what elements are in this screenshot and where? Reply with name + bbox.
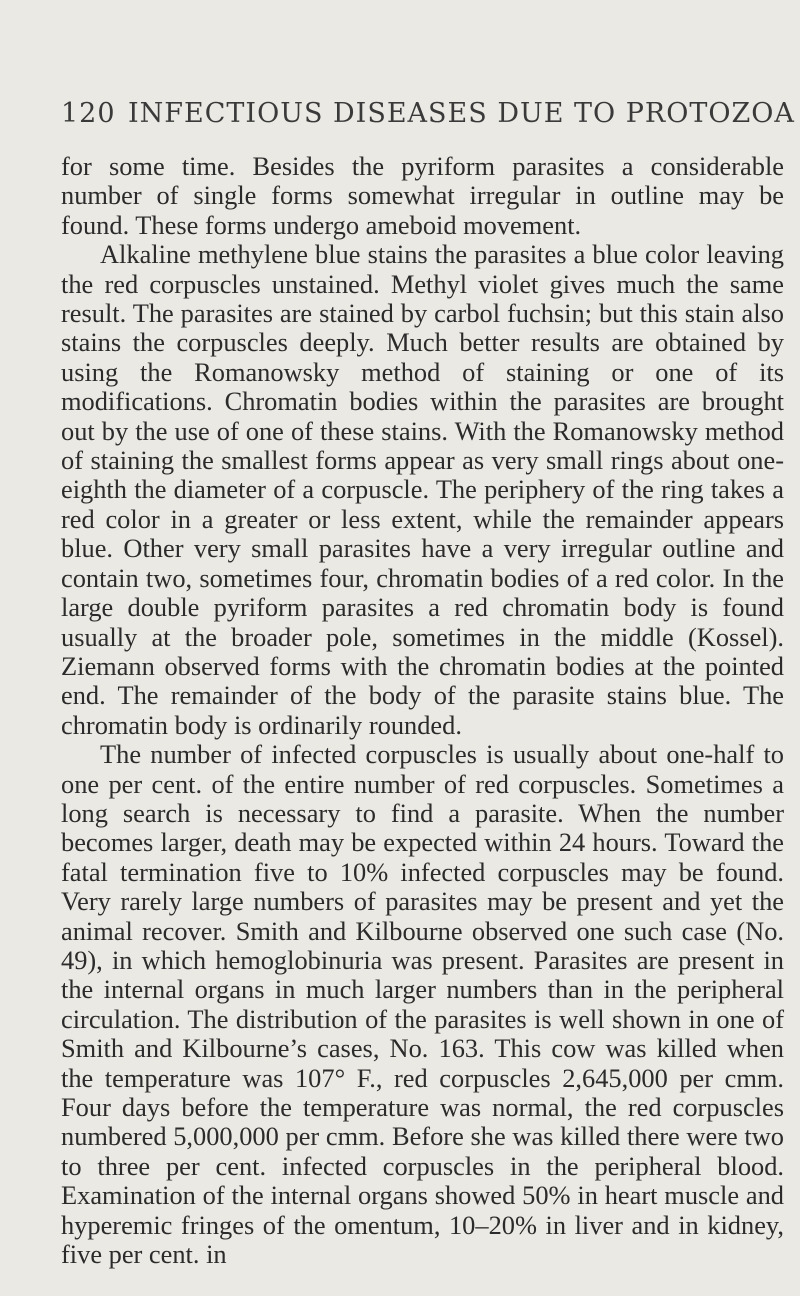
book-page bbox=[61, 98, 795, 1270]
running-head bbox=[61, 98, 795, 138]
body-text bbox=[61, 152, 784, 1269]
page-number: 120 bbox=[61, 98, 116, 129]
paragraph-staining: Alkaline methylene blue stains the parasites a blue color leaving the red corpuscles unstained. Methyl violet gives much the same result. The parasites are stained by carbol fuchsin; but this stain also stains the corpuscles deeply. Much better results are obtained by using the Romanowsky method of staining or one of its modifications. Chromatin bodies within the parasites are brought out by the use of one of these stains. With the Romanowsky method of staining the smallest forms appear as very small rings about one-eighth the diameter of a corpuscle. The periphery of the ring takes a red color in a greater or less extent, while the remainder appears blue. Other very small parasites have a very irregular outline and contain two, sometimes four, chromatin bodies of a red color. In the large double pyriform parasites a red chromatin body is found usually at the broader pole, sometimes in the middle (Kossel). Ziemann observed forms with the chromatin bodies at the pointed end. The remainder of the body of the parasite stains blue. The chromatin body is ordinarily rounded. bbox=[61, 239, 784, 740]
running-title: INFECTIOUS DISEASES DUE TO PROTOZOA bbox=[128, 98, 795, 129]
paragraph-continuation: for some time. Besides the pyriform parasites a considerable number of single forms somewhat irregular in outline may be found. These forms undergo ameboid movement. bbox=[61, 151, 784, 240]
paragraph-infected-corpuscles: The number of infected corpuscles is usually about one-half to one per cent. of the entire number of red corpuscles. Sometimes a long search is necessary to find a parasite. When the number becomes larger, death may be expected within 24 hours. Toward the fatal termination five to 10% infected corpuscles may be found. Very rarely large numbers of parasites may be present and yet the animal recover. Smith and Kilbourne observed one such case (No. 49), in which hemoglobinuria was present. Parasites are present in the internal organs in much larger numbers than in the peripheral circulation. The distribution of the parasites is well shown in one of Smith and Kilbourne’s cases, No. 163. This cow was killed when the temperature was 107° F., red corpuscles 2,645,000 per cmm. Four days before the temperature was normal, the red corpuscles numbered 5,000,000 per cmm. Before she was killed there were two to three per cent. infected corpuscles in the peripheral blood. Examination of the internal organs showed 50% in heart muscle and hyperemic fringes of the omentum, 10–20% in liver and in kidney, five per cent. in bbox=[61, 739, 784, 1270]
